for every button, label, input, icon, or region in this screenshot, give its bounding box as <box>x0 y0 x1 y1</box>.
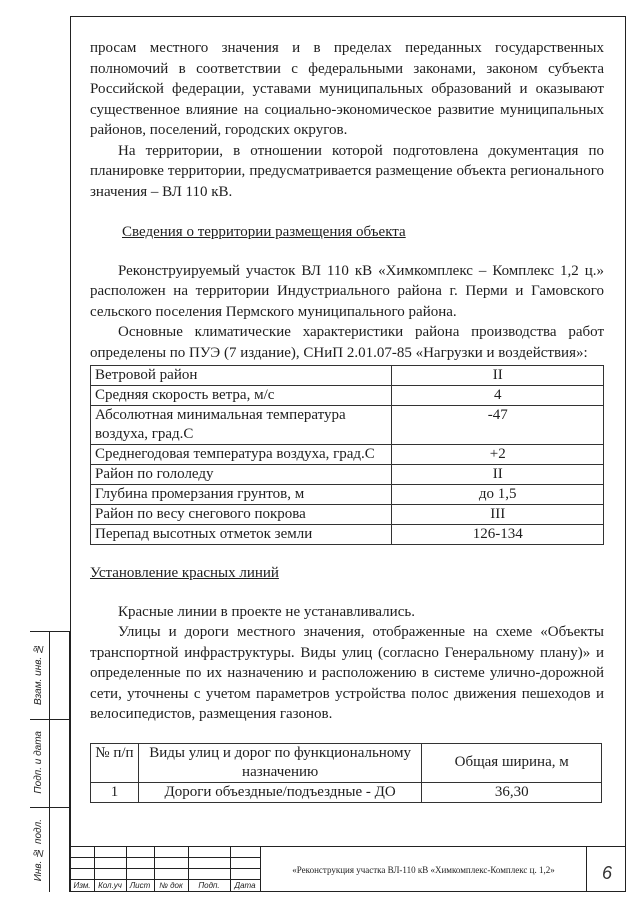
side-value-column <box>50 631 70 892</box>
table-cell-value: +2 <box>392 445 604 465</box>
sheet-number-box <box>586 846 626 892</box>
paragraph: Основные климатические характеристики района производства работ определены по ПУЭ (7 издание), СНиП 2.01.07-85 «Нагрузки и воздействия»: <box>90 324 604 361</box>
paragraph: Реконструируемый участок ВЛ 110 кВ «Химкомплекс – Комплекс 1,2 ц.» расположен на территории Индустриального района г. Перми и Гамовского сельского поселения Пермского муниципального района. <box>90 262 604 320</box>
climate-table <box>90 365 604 545</box>
paragraph: Улицы и дороги местного значения, отображенные на схеме «Объекты транспортной инфраструктуры. Виды улиц (согласно Генеральному плану)» и определенные по их назначению и расположению в системе улично-дорожной сети, уточнены с учетом параметров устройства полос движения пешеходов и велосипедистов, размещения газонов. <box>90 624 604 722</box>
table-row <box>91 386 604 406</box>
paragraph: просам местного значения и в пределах переданных государственных полномочий в соответствии с федеральными законами, законом субъекта Российской федерации, уставами муниципальных образований и оказывают существенное влияние на социально-экономическое развитие муниципальных районов, поселений, городских округов. <box>90 40 604 138</box>
table-cell-number: 1 <box>91 782 139 802</box>
table-cell-label: Район по гололеду <box>91 465 392 485</box>
side-divider <box>30 631 70 632</box>
section-heading: Установление красных линий <box>90 565 279 581</box>
side-label-podp: Подп. и дата <box>33 731 44 794</box>
table-header-row <box>91 743 602 782</box>
table-row <box>91 366 604 386</box>
table-cell-value: III <box>392 505 604 525</box>
table-cell-label: Среднегодовая температура воздуха, град.С <box>91 445 392 465</box>
table-cell-label: Перепад высотных отметок земли <box>91 525 392 545</box>
stamp-caption: Лист <box>129 881 151 890</box>
table-cell-value: II <box>392 465 604 485</box>
side-label-vzam: Взам. инв. № <box>33 643 44 706</box>
stamp-caption: Изм. <box>73 881 91 890</box>
table-cell-label: Ветровой район <box>91 366 392 386</box>
column-header-type: Виды улиц и дорог по функциональному назначению <box>138 743 421 782</box>
table-row <box>91 505 604 525</box>
section-heading: Сведения о территории размещения объекта <box>122 224 406 240</box>
table-row <box>91 445 604 465</box>
stamp-caption: № док <box>159 881 183 890</box>
side-stamp-strip <box>30 631 70 892</box>
table-cell-value: 4 <box>392 386 604 406</box>
table-cell-value: -47 <box>392 406 604 445</box>
side-divider <box>30 719 70 720</box>
table-cell-value: 126-134 <box>392 525 604 545</box>
table-row <box>91 525 604 545</box>
column-header-width: Общая ширина, м <box>422 743 602 782</box>
stamp-caption: Кол.уч <box>98 881 122 890</box>
table-cell-type: Дороги объездные/подъездные - ДО <box>138 782 421 802</box>
paragraph: Красные линии в проекте не устанавливались. <box>118 603 415 620</box>
document-body <box>90 38 604 803</box>
stamp-caption: Дата <box>234 881 256 890</box>
side-label-inv: Инв. № подл. <box>33 819 44 882</box>
table-cell-label: Район по весу снегового покрова <box>91 505 392 525</box>
table-cell-label: Глубина промерзания грунтов, м <box>91 485 392 505</box>
table-cell-value: II <box>392 366 604 386</box>
paragraph: На территории, в отношении которой подготовлена документация по планировке территории, предусматривается размещение объекта регионального значения – ВЛ 110 кВ. <box>90 142 604 200</box>
title-block-stamp <box>70 846 626 892</box>
table-cell-value: до 1,5 <box>392 485 604 505</box>
stamp-title: «Реконструкция участка ВЛ-110 кВ «Химкомплекс-Комплекс ц. 1,2» <box>260 846 586 892</box>
stamp-caption: Подп. <box>198 881 220 890</box>
table-row <box>91 406 604 445</box>
table-cell-label: Средняя скорость ветра, м/с <box>91 386 392 406</box>
side-divider <box>30 807 70 808</box>
table-cell-width: 36,30 <box>422 782 602 802</box>
column-header-number: № п/п <box>91 743 139 782</box>
table-row <box>91 465 604 485</box>
table-row <box>91 485 604 505</box>
sheet-number: 6 <box>601 863 612 883</box>
stamp-grid <box>70 846 260 892</box>
table-cell-label: Абсолютная минимальная температура воздуха, град.С <box>91 406 392 445</box>
roads-table <box>90 743 602 803</box>
table-row <box>91 782 602 802</box>
